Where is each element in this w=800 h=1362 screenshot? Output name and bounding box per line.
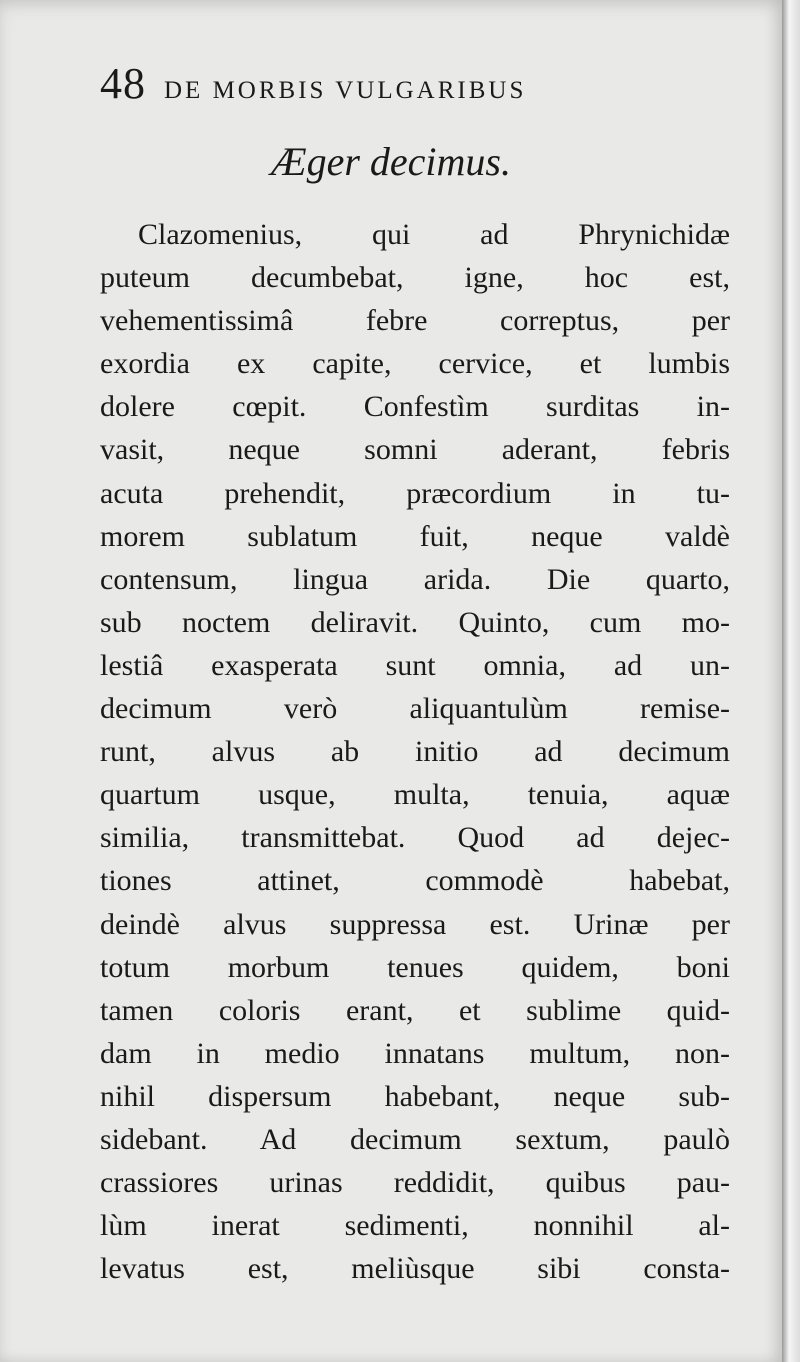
page-header <box>100 58 700 118</box>
text-line: sub noctem deliravit. Quinto, cum mo- <box>100 605 730 639</box>
page-number: 48 <box>100 59 146 108</box>
book-gutter <box>782 0 800 1362</box>
text-line: Clazomenius, qui ad Phrynichidæ <box>138 218 730 251</box>
text-line: levatus est, meliùsque sibi consta- <box>100 1252 730 1286</box>
text-line: quartum usque, multa, tenuia, aquæ <box>100 778 730 812</box>
text-line: crassiores urinas reddidit, quibus pau- <box>100 1166 730 1200</box>
body-text <box>100 213 730 1290</box>
text-line: lùm inerat sedimenti, nonnihil al- <box>100 1209 730 1243</box>
text-line: decimum verò aliquantulùm remise- <box>100 692 730 726</box>
text-line: nihil dispersum habebant, neque sub- <box>100 1079 730 1113</box>
case-title: Æger decimus. <box>271 139 511 184</box>
text-line: vehementissimâ febre correptus, per <box>100 304 730 338</box>
text-line: dam in medio innatans multum, non- <box>100 1036 730 1070</box>
text-line: acuta prehendit, præcordium in tu- <box>100 476 730 510</box>
text-line: similia, transmittebat. Quod ad dejec- <box>100 821 730 855</box>
text-line: deindè alvus suppressa est. Urinæ per <box>100 907 730 941</box>
text-line: runt, alvus ab initio ad decimum <box>100 735 730 769</box>
running-head: DE MORBIS VULGARIBUS <box>164 77 527 104</box>
text-line: tamen coloris erant, et sublime quid- <box>100 993 730 1027</box>
text-line: sidebant. Ad decimum sextum, paulò <box>100 1122 730 1156</box>
text-line: vasit, neque somni aderant, febris <box>100 433 730 467</box>
text-line: lestiâ exasperata sunt omnia, ad un- <box>100 648 730 682</box>
text-line: exordia ex capite, cervice, et lumbis <box>100 347 730 381</box>
text-line: dolere cœpit. Confestìm surditas in- <box>100 390 730 424</box>
text-line: contensum, lingua arida. Die quarto, <box>100 562 730 596</box>
text-line: totum morbum tenues quidem, boni <box>100 950 730 984</box>
text-line: puteum decumbebat, igne, hoc est, <box>100 261 730 295</box>
text-line: morem sublatum fuit, neque valdè <box>100 519 730 553</box>
text-line: tiones attinet, commodè habebat, <box>100 864 730 898</box>
